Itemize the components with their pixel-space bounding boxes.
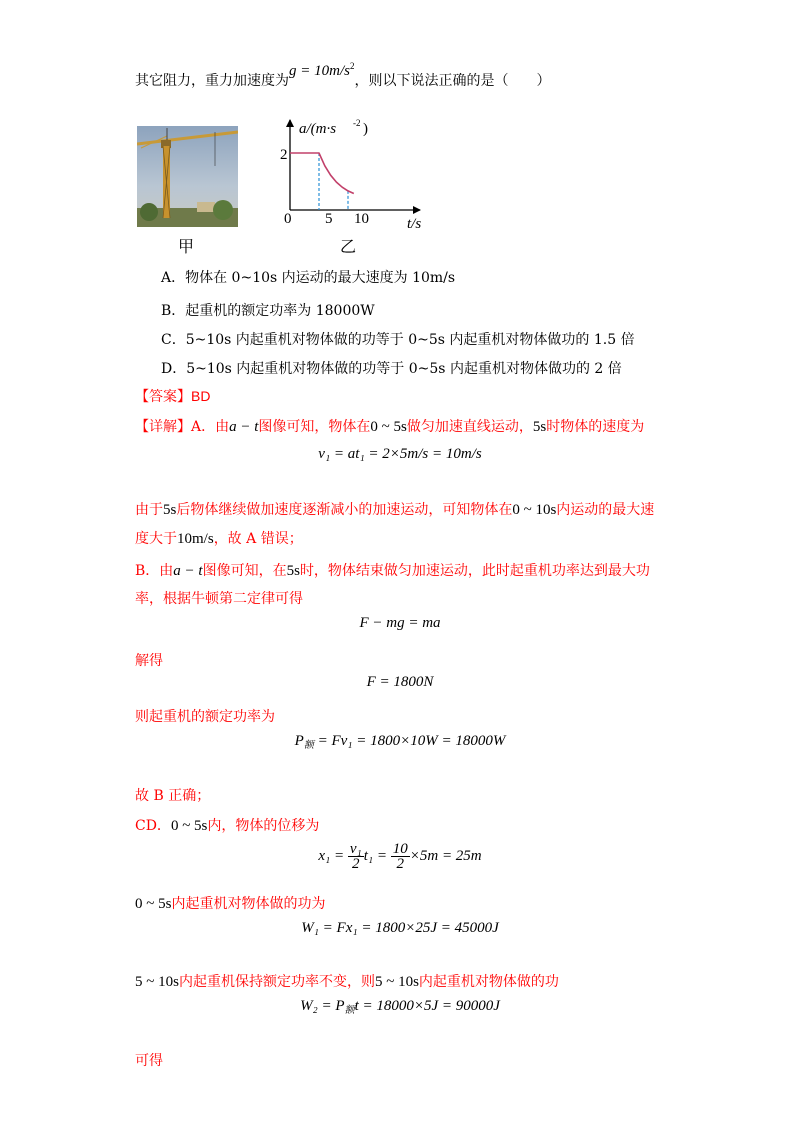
text-span: ，故 A 错误； — [213, 531, 303, 547]
explain-b-conclusion: 故 B 正确； — [135, 788, 211, 804]
option-c: C．5~10s 内起重机对物体做的功等于 0~5s 内起重机对物体做功的 1.5 倍 — [161, 332, 635, 348]
math-span: 0 ~ 5s — [135, 896, 172, 912]
math-span: 0 ~ 5s — [170, 818, 208, 834]
text-span: 图像可知，在 — [202, 563, 287, 579]
text-span: 内起重机对物体做的功 — [418, 974, 559, 990]
equation-W1: W₁ = Fx₁ = 1800×25J = 45000J — [301, 920, 499, 936]
text-span: 内起重机保持额定功率不变，则 — [178, 974, 375, 990]
crane-photo — [137, 126, 238, 227]
rated-power-intro: 则起重机的额定功率为 — [135, 709, 275, 725]
equation-P — [0, 733, 800, 751]
w2-intro — [135, 971, 559, 991]
math-span: ×5m = 25m — [409, 847, 482, 864]
series-line-a-t — [290, 153, 354, 194]
math-span: x₁ = — [318, 847, 345, 864]
text-span: 度大于 — [135, 531, 177, 547]
math-span: 5s — [163, 502, 177, 518]
option-b: B．起重机的额定功率为 18000W — [161, 303, 375, 319]
y-axis-paren: ) — [363, 121, 368, 137]
crane-photo-graphic — [137, 126, 238, 227]
math-span: W₂ = P — [300, 998, 345, 1014]
math-span: a − t — [173, 563, 203, 579]
answer-line — [135, 386, 210, 406]
math-span: 10m/s — [177, 531, 214, 547]
equation-x1 — [0, 842, 800, 871]
g-value: g = 10m/s — [289, 63, 350, 79]
math-span: t = 18000×5J = 90000J — [354, 998, 500, 1014]
y-axis-label: a/(m·s — [299, 121, 337, 137]
text-span: 内运动的最大速 — [556, 502, 655, 518]
math-subscript: 额 — [344, 1005, 355, 1016]
math-span: P — [294, 733, 304, 749]
explain-b-line1 — [135, 560, 650, 580]
at-graph — [275, 115, 425, 240]
x-tick-label-5: 5 — [325, 211, 333, 227]
equation-W2 — [0, 998, 800, 1016]
stem-prefix: 其它阻力，重力加速度为 — [135, 73, 289, 89]
explain-a-line3 — [135, 528, 303, 548]
math-span: 5s — [286, 563, 300, 579]
text-span: 后物体继续做加速度逐渐减小的加速运动，可知物体在 — [176, 502, 513, 518]
answer-label: 【答案】 — [135, 389, 191, 405]
answer-value: BD — [191, 388, 211, 404]
math-span: 5 ~ 10s — [374, 974, 419, 990]
option-a: A．物体在 0~10s 内运动的最大速度为 10m/s — [161, 270, 456, 286]
explain-b-line2: 率，根据牛顿第二定律可得 — [135, 591, 303, 607]
equation-v1: v₁ = at₁ = 2×5m/s = 10m/s — [318, 446, 482, 462]
fraction-10-over-2 — [391, 842, 410, 871]
final-line: 可得 — [135, 1053, 163, 1069]
explain-cd-line1 — [135, 815, 319, 835]
fraction-v1-over-2 — [348, 842, 364, 871]
g-exp: 2 — [349, 61, 355, 71]
text-span: 图像可知，物体在 — [258, 419, 371, 435]
math-span: 0 ~ 10s — [512, 502, 557, 518]
y-tick-label: 2 — [280, 147, 288, 163]
fraction-denominator: 2 — [396, 856, 404, 872]
explain-a-line2 — [135, 499, 654, 519]
y-axis-exp: -2 — [353, 118, 361, 128]
question-stem — [135, 61, 551, 90]
text-span: 由于 — [135, 502, 163, 518]
explain-label: 【详解】 — [135, 419, 191, 435]
text-span: 时，物体结束做匀加速运动，此时起重机功率达到最大功 — [299, 563, 650, 579]
text-span: 做匀加速直线运动， — [406, 419, 533, 435]
option-d: D．5~10s 内起重机对物体做的功等于 0~5s 内起重机对物体做功的 2 倍 — [161, 361, 622, 377]
stem-suffix: ，则以下说法正确的是（ ） — [354, 73, 551, 89]
at-graph-svg — [275, 115, 425, 240]
w1-intro — [135, 893, 325, 913]
x-axis-label: t/s — [407, 216, 422, 232]
text-span: 内起重机对物体做的功为 — [171, 896, 326, 912]
equation-newton: F − mg = ma — [359, 615, 441, 631]
origin-label: 0 — [284, 211, 292, 227]
text-span: B．由 — [135, 563, 174, 579]
math-span: 0 ~ 5s — [370, 419, 407, 435]
fraction-numerator: 10 — [392, 841, 408, 857]
photo-caption: 甲 — [178, 237, 195, 256]
math-span: 5 ~ 10s — [135, 974, 179, 990]
text-span: 内，物体的位移为 — [207, 818, 320, 834]
graph-caption: 乙 — [340, 237, 357, 256]
math-span: 5s — [532, 419, 547, 435]
text-span: 时物体的速度为 — [546, 419, 645, 435]
math-span: t₁ = — [363, 847, 387, 864]
math-subscript: 额 — [303, 740, 314, 751]
solve-label: 解得 — [135, 653, 163, 669]
x-tick-label-10: 10 — [354, 211, 369, 227]
fraction-denominator: 2 — [352, 856, 360, 872]
text-span: CD． — [135, 818, 171, 834]
equation-F: F = 1800N — [366, 674, 434, 690]
text-span: A．由 — [191, 419, 230, 435]
explain-a-line1 — [135, 416, 644, 436]
math-span: = Fv₁ = 1800×10W = 18000W — [313, 733, 506, 749]
fraction-numerator: v₁ — [349, 841, 362, 857]
math-span: a − t — [229, 419, 259, 435]
